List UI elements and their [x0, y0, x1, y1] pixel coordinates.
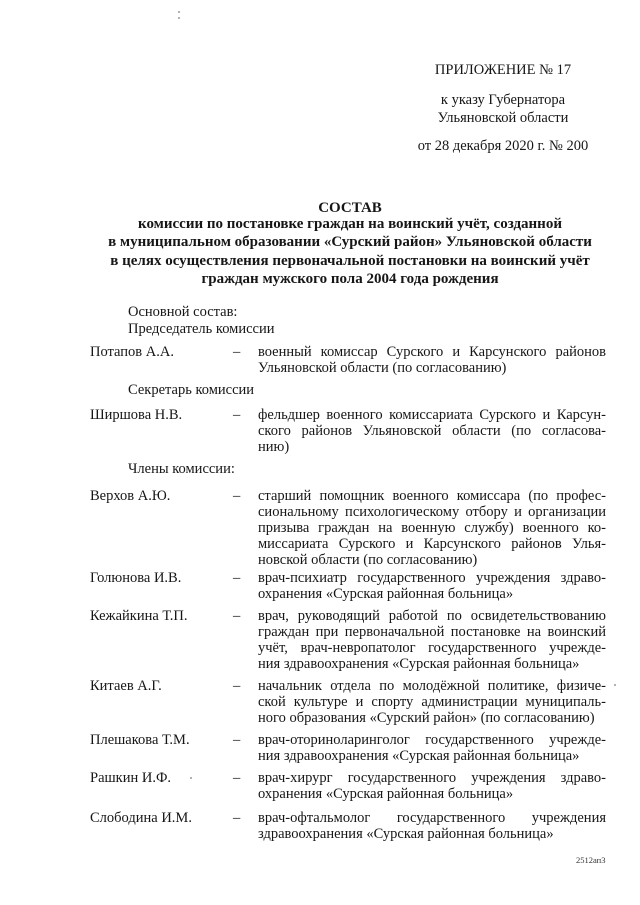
footer-code: 2512ап3: [576, 855, 606, 865]
entry-dash: –: [233, 770, 241, 786]
description-line: охранения «Сурская районная больница»: [258, 586, 514, 602]
description-line: граждан при первоначальной постановке на воинский: [258, 624, 606, 640]
person-name: Верхов А.Ю.: [90, 488, 171, 504]
scan-speck: [178, 17, 180, 19]
description-line: сиональному психологическому отбору и организации: [258, 504, 606, 520]
document-title: СОСТАВ: [318, 200, 382, 216]
description-line: врач-психиатр государственного учреждения здраво-: [258, 570, 606, 586]
person-name: Китаев А.Г.: [90, 678, 162, 694]
description-line: военный комиссар Сурского и Карсунского районов: [258, 344, 606, 360]
chairman-label: Председатель комиссии: [128, 321, 275, 337]
person-name: Слободина И.М.: [90, 810, 192, 826]
entry-dash: –: [233, 344, 241, 360]
entry-dash: –: [233, 732, 241, 748]
person-name: Рашкин И.Ф.: [90, 770, 172, 786]
description-line: начальник отдела по молодёжной политике, физиче-: [258, 678, 606, 694]
subtitle-line: комиссии по постановке граждан на воинский учёт, созданной: [138, 216, 562, 232]
person-name: Ширшова Н.В.: [90, 407, 183, 423]
decree-reference-line-2: Ульяновской области: [437, 110, 569, 126]
position-description: [258, 810, 606, 842]
members-label: Члены комиссии:: [128, 461, 235, 477]
description-line: врач-оториноларинголог государственного учрежде-: [258, 732, 606, 748]
entry-dash: –: [233, 570, 241, 586]
person-name: Кежайкина Т.П.: [90, 608, 188, 624]
description-line: нию): [258, 439, 290, 455]
description-line: старший помощник военного комиссара (по профес-: [258, 488, 606, 504]
main-composition-label: Основной состав:: [128, 304, 238, 320]
entry-dash: –: [233, 488, 241, 504]
scan-speck: [178, 11, 180, 13]
subtitle-line: граждан мужского пола 2004 года рождения: [201, 270, 499, 287]
position-description: [258, 770, 606, 802]
description-line: миссариата Сурского и Карсунского районов Улья-: [258, 536, 606, 552]
description-line: здравоохранения «Сурская районная больница»: [258, 826, 554, 842]
description-line: ного образования «Сурский район» (по согласованию): [258, 710, 595, 726]
decree-date: от 28 декабря 2020 г. № 200: [417, 138, 589, 154]
position-description: [258, 732, 606, 764]
scan-speck: [614, 684, 616, 686]
description-line: охранения «Сурская районная больница»: [258, 786, 514, 802]
document-subtitle: [80, 215, 620, 288]
person-name: Голюнова И.В.: [90, 570, 182, 586]
position-description: [258, 608, 606, 672]
description-line: ской культуре и спорту администрации муниципаль-: [258, 694, 606, 710]
person-name: Плешакова Т.М.: [90, 732, 190, 748]
description-line: фельдшер военного комиссариата Сурского и Карсун-: [258, 407, 606, 423]
entry-dash: –: [233, 608, 241, 624]
entry-dash: –: [233, 678, 241, 694]
description-line: ского районов Ульяновской области (по согласова-: [258, 423, 606, 439]
position-description: [258, 488, 606, 568]
entry-dash: –: [233, 810, 241, 826]
scan-speck: [190, 777, 192, 779]
entry-dash: –: [233, 407, 241, 423]
description-line: ния здравоохранения «Сурская районная больница»: [258, 656, 580, 672]
position-description: [258, 344, 606, 376]
description-line: новской области (по согласованию): [258, 552, 478, 568]
appendix-number: ПРИЛОЖЕНИЕ № 17: [434, 62, 572, 78]
position-description: [258, 570, 606, 602]
position-description: [258, 407, 606, 455]
description-line: призыва граждан на военную службу) военного ко-: [258, 520, 606, 536]
description-line: врач, руководящий работой по освидетельствованию: [258, 608, 606, 624]
secretary-label: Секретарь комиссии: [128, 382, 255, 398]
description-line: врач-офтальмолог государственного учреждения: [258, 810, 606, 826]
subtitle-line: в целях осуществления первоначальной постановки на воинский учёт: [110, 252, 590, 269]
subtitle-line: в муниципальном образовании «Сурский район» Ульяновской области: [108, 234, 592, 251]
description-line: ния здравоохранения «Сурская районная больница»: [258, 748, 580, 764]
person-name: Потапов А.А.: [90, 344, 174, 360]
decree-reference-line-1: к указу Губернатора: [440, 92, 566, 108]
description-line: врач-хирург государственного учреждения здраво-: [258, 770, 606, 786]
position-description: [258, 678, 606, 726]
description-line: учёт, врач-невропатолог государственного учрежде-: [258, 640, 606, 656]
description-line: Ульяновской области (по согласованию): [258, 360, 507, 376]
